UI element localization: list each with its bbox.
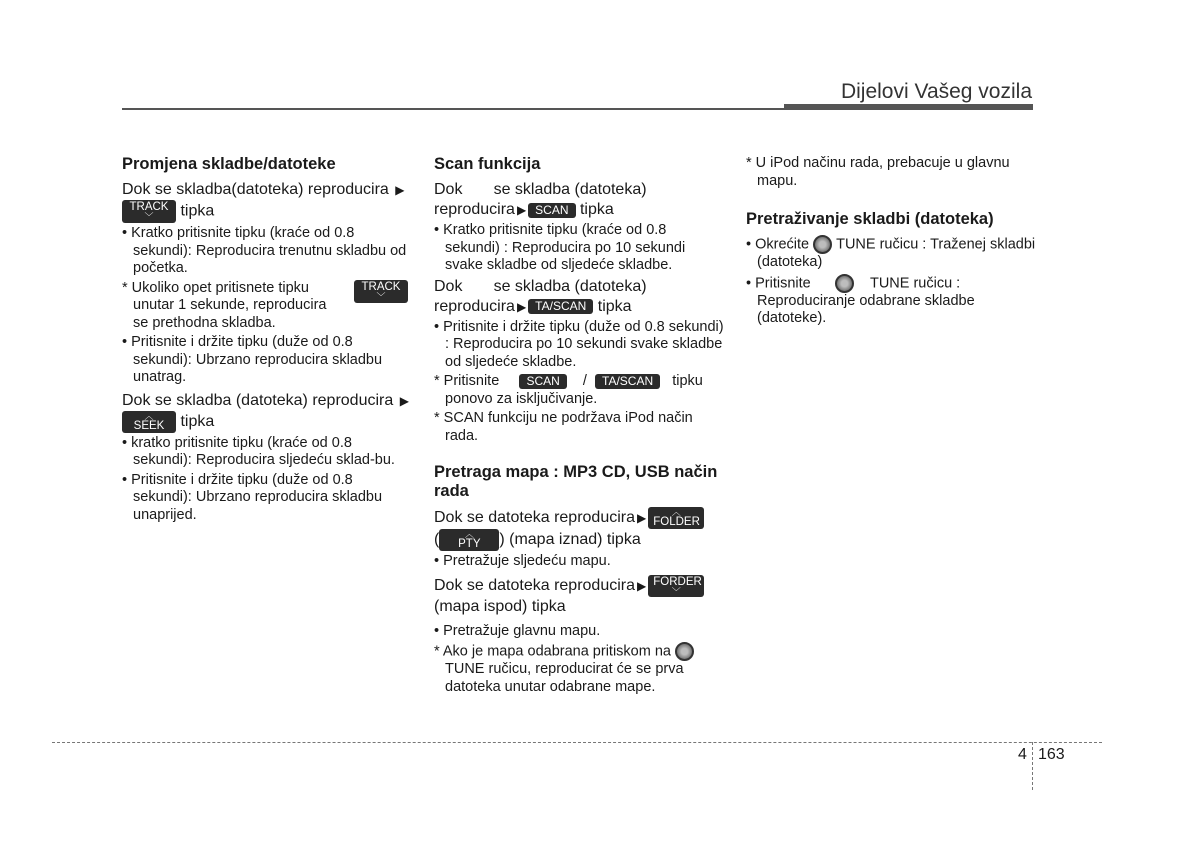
track-button-icon <box>354 280 408 303</box>
header-rule <box>122 108 784 110</box>
seek-button-label: SEEK <box>133 419 165 432</box>
lead-text-tipka: tipka <box>579 201 614 219</box>
section-heading-track: Promjena skladbe/datoteke <box>122 155 336 173</box>
bullet-text: • Pritisnite <box>746 274 811 291</box>
folder-down-lead <box>434 575 724 617</box>
bullet-main-folder: • Pretražuje glavnu mapu. <box>434 622 601 639</box>
bullet-turn-tune <box>746 235 1036 272</box>
pty-button-icon <box>439 529 499 551</box>
scan-button-icon: SCAN <box>519 374 566 389</box>
lead-text: (mapa ispod) tipka <box>434 597 566 615</box>
footer-dashed-rule <box>52 742 1102 743</box>
play-arrow-icon: ▶ <box>516 203 527 217</box>
bullet-text: TUNE ručicu : Traženej skladbi (datoteka) <box>757 236 1036 270</box>
section-heading-scan: Scan funkcija <box>434 155 541 173</box>
chevron-up-icon: ︿ <box>671 507 681 518</box>
lead-text: se skladba (datoteka) <box>493 181 647 198</box>
pty-button-label: PTY <box>458 538 481 551</box>
header-rule-accent <box>784 104 1033 110</box>
chevron-up-icon: ︿ <box>464 529 474 540</box>
note-text: * Pritisnite <box>434 373 500 390</box>
note-text: * Ako je mapa odabrana pritiskom na <box>434 643 671 660</box>
tune-knob-icon <box>835 274 854 293</box>
folder-button-label: FOLDER <box>653 516 700 529</box>
chevron-down-icon: ﹀ <box>376 291 386 302</box>
lead-text: Dok se skladba(datoteka) reproducira <box>122 181 389 199</box>
track-button-icon <box>122 200 176 223</box>
track-lead <box>122 180 412 223</box>
folder-down-button-icon <box>648 575 704 597</box>
note-ipod-mode: * U iPod načinu rada, prebacuje u glavnu mapu. <box>746 155 1010 189</box>
folder-up-lead: Dok se datoteka reproducira ▶ ︿ FOLDER ( ︿ PTY ) (mapa iznad) tipka <box>434 507 724 551</box>
note-block <box>122 280 412 333</box>
lead-text: reproducira <box>434 201 515 219</box>
lead-text: Dok <box>434 277 463 295</box>
note-ipod-scan: * SCAN funkciju ne podržava iPod način rada. <box>434 410 693 444</box>
bullet-text: TUNE ručicu : Reproduciranje odabrane skladbe (datoteke). <box>757 274 975 326</box>
section-heading-song-search: Pretraživanje skladbi (datoteka) <box>746 210 994 228</box>
section-heading-folder-search: Pretraga mapa : MP3 CD, USB način rada <box>434 463 718 501</box>
lead-text: Dok se datoteka reproducira <box>434 577 635 595</box>
chevron-down-icon: ﹀ <box>671 586 681 597</box>
track-button-label: TRACK <box>129 201 169 214</box>
tune-knob-icon <box>813 235 832 254</box>
bullet-scan-hold: • Pritisnite i držite tipku (duže od 0.8 sekundi) : Reproducira po 10 sekundi svake skladbe od sljedeće skladbe. <box>434 318 724 370</box>
bullet-text: • Okrećite <box>746 236 810 253</box>
separator-slash: / <box>582 373 587 390</box>
bullet-hold-rewind: • Pritisnite i držite tipku (duže od 0.8 sekundi): Ubrzano reproducira skladbu unatrag. <box>122 334 383 386</box>
play-arrow-icon: ▶ <box>516 299 527 314</box>
footer-dashed-divider <box>1032 742 1033 790</box>
scan-button-icon: SCAN <box>528 203 575 218</box>
scan-lead <box>434 180 724 220</box>
bullet-scan-short: • Kratko pritisnite tipku (kraće od 0.8 sekundi) : Reproducira po 10 sekundi svake skladbe od sljedeće skladbe. <box>434 222 686 274</box>
bullet-fast-forward: • Pritisnite i držite tipku (duže od 0.8 sekundi): Ubrzano reproducira skladbu unaprijed. <box>122 471 383 523</box>
tascan-lead <box>434 277 724 317</box>
bullet-next-folder: • Pretražuje sljedeću mapu. <box>434 553 611 570</box>
lead-text-tipka: tipka <box>180 413 215 431</box>
play-arrow-icon: ▶ <box>637 511 647 526</box>
lead-text-tipka: tipka <box>597 297 632 315</box>
page-header-title: Dijelovi Vašeg vozila <box>840 80 1032 103</box>
tune-knob-icon <box>675 642 694 661</box>
note-scan-off <box>434 373 724 408</box>
bullet-next-track: • kratko pritisnite tipku (kraće od 0.8 sekundi): Reproducira sljedeću sklad-bu. <box>122 434 395 469</box>
lead-text: (mapa iznad) tipka <box>509 531 641 549</box>
note-text: TUNE ručicu, reproducirat će se prva datoteka unutar odabrane mape. <box>445 661 684 695</box>
column-2 <box>434 155 724 696</box>
column-3 <box>746 155 1036 328</box>
page-number: 163 <box>1038 746 1065 763</box>
tascan-button-icon: TA/SCAN <box>528 299 593 314</box>
chevron-down-icon: ﹀ <box>144 212 154 223</box>
bullet-press-tune <box>746 274 1036 328</box>
lead-text: se skladba (datoteka) <box>493 277 647 295</box>
lead-text: reproducira <box>434 297 515 315</box>
play-arrow-icon: ▶ <box>399 393 409 408</box>
lead-text: Dok se datoteka reproducira <box>434 509 635 527</box>
folder-up-button-icon <box>648 507 704 529</box>
track-button-label: TRACK <box>361 280 401 293</box>
note-tune-select <box>434 642 724 696</box>
note-text: tipku ponovo za isključivanje. <box>445 373 703 407</box>
play-arrow-icon: ▶ <box>395 183 405 197</box>
note-repeat-press: * Ukoliko opet pritisnete tipku unutar 1 sekunde, reproducira se prethodna skladba. <box>122 279 327 331</box>
lead-text-tipka: tipka <box>180 202 215 220</box>
bullet-short-press: • Kratko pritisnite tipku (kraće od 0.8 sekundi): Reproducira trenutnu skladbu od početka. <box>122 225 407 277</box>
folder-button-label: FORDER <box>653 575 702 588</box>
play-arrow-icon: ▶ <box>637 578 647 593</box>
seek-lead <box>122 391 412 433</box>
chevron-up-icon: ︿ <box>144 410 154 421</box>
column-1 <box>122 155 412 524</box>
lead-text: Dok se skladba (datoteka) reproducira <box>122 391 394 409</box>
lead-text: Dok <box>434 181 463 198</box>
seek-button-icon <box>122 411 176 433</box>
tascan-button-icon: TA/SCAN <box>595 374 660 389</box>
chapter-number: 4 <box>1018 746 1027 763</box>
